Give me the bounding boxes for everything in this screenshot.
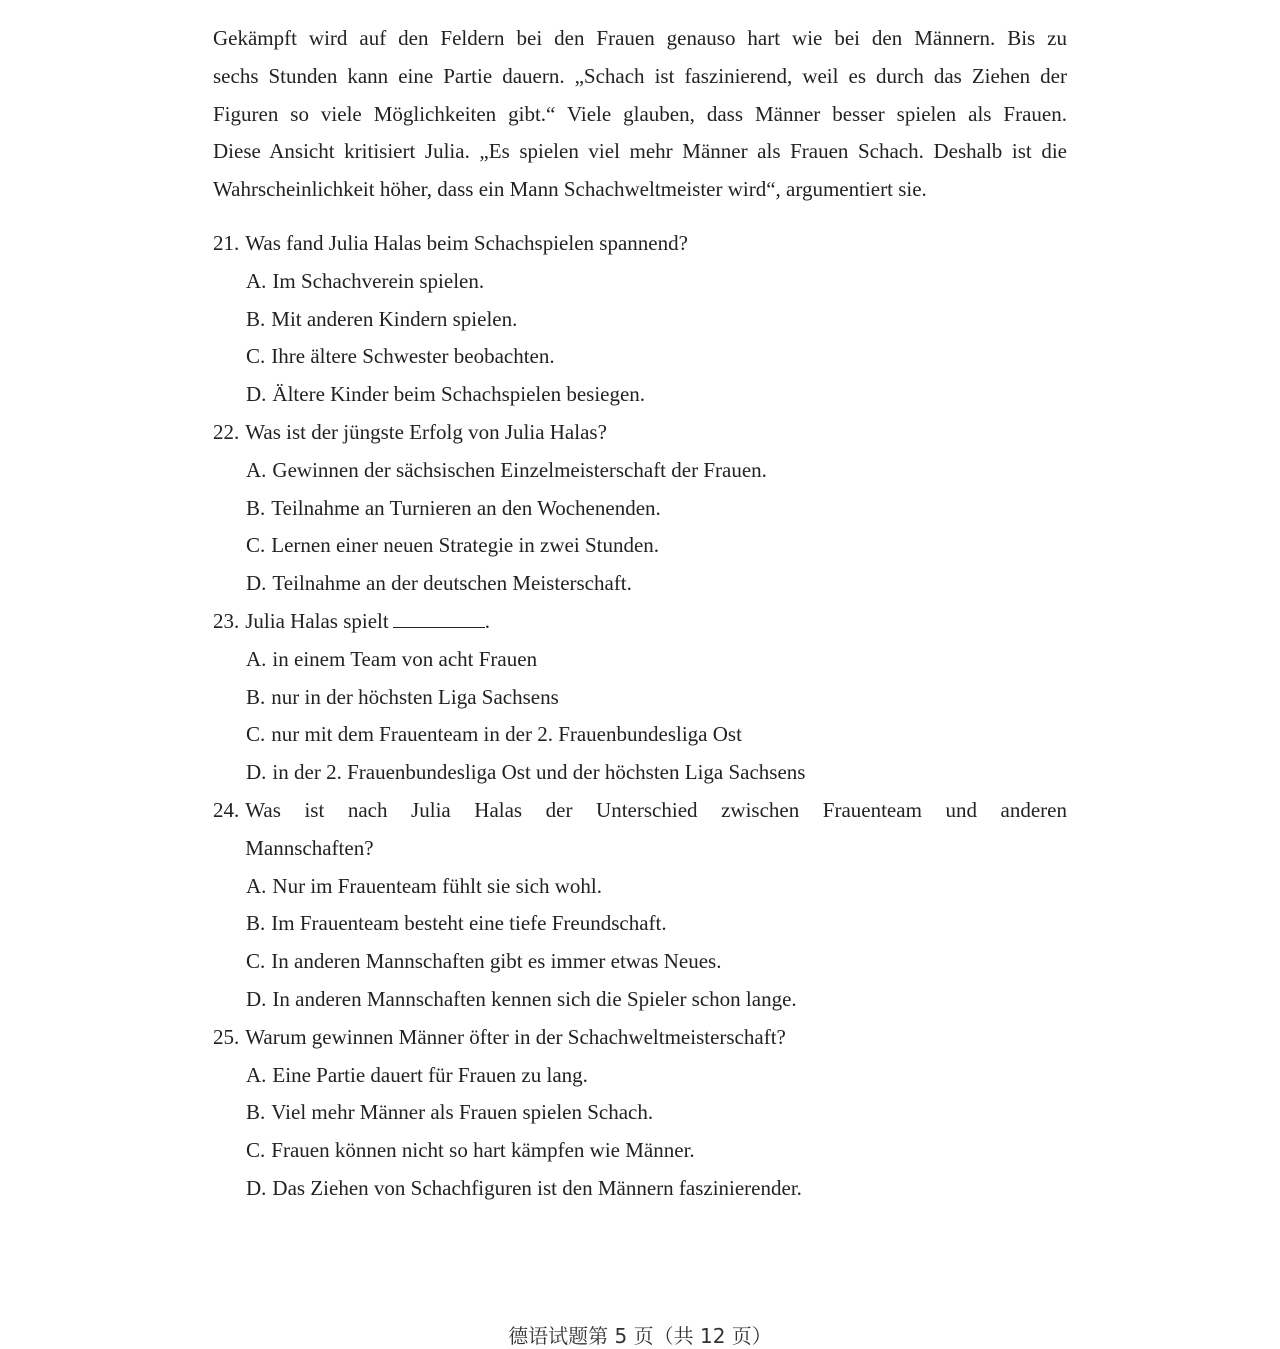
- question-text-line: Mannschaften?: [245, 835, 374, 860]
- answer-option-b: [213, 490, 1067, 528]
- answer-option-d: [213, 754, 1067, 792]
- option-letter: C.: [246, 722, 266, 747]
- answer-option-d: [213, 376, 1067, 414]
- option-text: in der 2. Frauenbundesliga Ost und der höchsten Liga Sachsens: [272, 760, 806, 785]
- passage-line: Gekämpft wird auf den Feldern bei den Frauen genauso hart wie bei den Männern. Bis zu: [213, 26, 1067, 50]
- option-letter: C.: [246, 344, 266, 369]
- answer-option-a: [213, 452, 1067, 490]
- option-text: Mit anderen Kindern spielen.: [271, 306, 518, 331]
- option-text: Ihre ältere Schwester beobachten.: [271, 344, 555, 369]
- passage-line: sechs Stunden kann eine Partie dauern. „Schach ist faszinierend, weil es durch das Ziehen der: [213, 63, 1067, 88]
- option-letter: B.: [246, 684, 266, 709]
- option-letter: D.: [246, 1175, 267, 1200]
- option-letter: D.: [246, 382, 267, 407]
- option-letter: A.: [246, 873, 267, 898]
- option-text: Im Schachverein spielen.: [272, 268, 485, 293]
- answer-option-c: [213, 338, 1067, 376]
- option-text: Im Frauenteam besteht eine tiefe Freundschaft.: [271, 911, 667, 936]
- answer-option-d: [213, 565, 1067, 603]
- answer-option-a: [213, 641, 1067, 679]
- answer-option-c: [213, 527, 1067, 565]
- option-text: nur mit dem Frauenteam in der 2. Frauenbundesliga Ost: [271, 722, 742, 747]
- question-text-before-blank: Julia Halas spielt: [245, 608, 389, 633]
- question-text: Warum gewinnen Männer öfter in der Schachweltmeisterschaft?: [245, 1024, 786, 1049]
- question-text: [245, 603, 1067, 641]
- page-footer: 德语试题第 5 页（共 12 页）: [508, 1324, 772, 1348]
- answer-option-a: [213, 263, 1067, 301]
- option-text: Frauen können nicht so hart kämpfen wie Männer.: [271, 1138, 695, 1163]
- answer-option-c: [213, 943, 1067, 981]
- option-letter: C.: [246, 1138, 266, 1163]
- option-letter: B.: [246, 911, 266, 936]
- option-letter: A.: [246, 457, 267, 482]
- option-letter: A.: [246, 1062, 267, 1087]
- answer-option-b: [213, 1094, 1067, 1132]
- answer-option-a: [213, 868, 1067, 906]
- question-number: 25.: [213, 1024, 240, 1049]
- passage-line: Wahrscheinlichkeit höher, dass ein Mann Schachweltmeister wird“, argumentiert sie.: [213, 177, 927, 202]
- option-letter: B.: [246, 495, 266, 520]
- option-text: Teilnahme an Turnieren an den Wochenenden.: [271, 495, 661, 520]
- answer-option-c: [213, 1132, 1067, 1170]
- option-text: Nur im Frauenteam fühlt sie sich wohl.: [272, 873, 602, 898]
- option-text: Teilnahme an der deutschen Meisterschaft.: [272, 571, 632, 596]
- question-number: 21.: [213, 230, 240, 255]
- answer-option-b: [213, 905, 1067, 943]
- option-text: Gewinnen der sächsischen Einzelmeisterschaft der Frauen.: [272, 457, 767, 482]
- answer-option-b: [213, 301, 1067, 339]
- question-21: [213, 225, 1067, 414]
- option-letter: A.: [246, 268, 267, 293]
- option-letter: D.: [246, 760, 267, 785]
- passage-line: Diese Ansicht kritisiert Julia. „Es spielen viel mehr Männer als Frauen Schach. Deshalb ist die: [213, 139, 1067, 164]
- question-number: 22.: [213, 419, 240, 444]
- question-22: [213, 414, 1067, 603]
- option-text: nur in der höchsten Liga Sachsens: [271, 684, 559, 709]
- option-letter: C.: [246, 533, 266, 558]
- option-text: In anderen Mannschaften kennen sich die Spieler schon lange.: [272, 986, 797, 1011]
- option-letter: A.: [246, 646, 267, 671]
- question-24: [213, 792, 1067, 1019]
- option-text: Eine Partie dauert für Frauen zu lang.: [272, 1062, 588, 1087]
- option-text: Das Ziehen von Schachfiguren ist den Männern faszinierender.: [272, 1175, 802, 1200]
- question-stem: [213, 414, 1067, 452]
- option-letter: B.: [246, 306, 266, 331]
- option-letter: C.: [246, 949, 266, 974]
- question-text-after-blank: .: [484, 608, 490, 633]
- answer-option-d: [213, 981, 1067, 1019]
- fill-in-blank: [393, 609, 485, 628]
- question-stem: [213, 603, 1067, 641]
- passage-line: Figuren so viele Möglichkeiten gibt.“ Viele glauben, dass Männer besser spielen als Frauen.: [213, 101, 1067, 126]
- option-letter: B.: [246, 1100, 266, 1125]
- question-25: [213, 1019, 1067, 1208]
- option-text: Viel mehr Männer als Frauen spielen Schach.: [271, 1100, 654, 1125]
- question-text: Was fand Julia Halas beim Schachspielen spannend?: [245, 230, 688, 255]
- question-number: 24.: [213, 797, 240, 822]
- question-stem: [213, 792, 1067, 868]
- exam-page: [213, 20, 1067, 1208]
- question-list: [213, 225, 1067, 1208]
- answer-option-d: [213, 1170, 1067, 1208]
- option-text: Lernen einer neuen Strategie in zwei Stunden.: [271, 533, 660, 558]
- question-text: Was ist der jüngste Erfolg von Julia Halas?: [245, 419, 607, 444]
- option-letter: D.: [246, 986, 267, 1011]
- question-number: 23.: [213, 608, 240, 633]
- question-text-line: Was ist nach Julia Halas der Unterschied zwischen Frauenteam und anderen: [245, 797, 1067, 822]
- option-text: In anderen Mannschaften gibt es immer etwas Neues.: [271, 949, 722, 974]
- answer-option-a: [213, 1057, 1067, 1095]
- question-stem: [213, 1019, 1067, 1057]
- option-text: in einem Team von acht Frauen: [272, 646, 538, 671]
- question-stem: [213, 225, 1067, 263]
- answer-option-b: [213, 679, 1067, 717]
- option-letter: D.: [246, 571, 267, 596]
- answer-option-c: [213, 716, 1067, 754]
- question-text: [245, 792, 1067, 868]
- option-text: Ältere Kinder beim Schachspielen besiegen.: [272, 382, 646, 407]
- question-23: [213, 603, 1067, 792]
- reading-passage: [213, 20, 1067, 209]
